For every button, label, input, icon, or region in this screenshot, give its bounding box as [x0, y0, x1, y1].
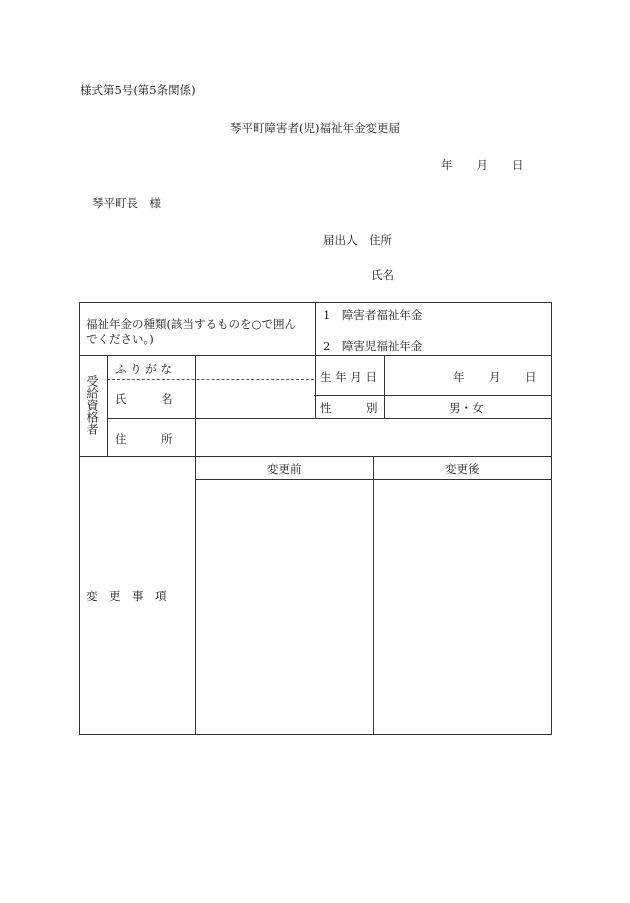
after-change-label: 変更後	[445, 462, 480, 476]
column-divider	[195, 456, 196, 735]
change-form-table	[79, 302, 552, 735]
birth-day: 日	[525, 370, 537, 384]
column-divider	[107, 355, 108, 456]
option-disabled-child-pension: 2 障害児福祉年金	[323, 339, 423, 353]
option-disabled-adult-pension: 1 障害者福祉年金	[323, 308, 423, 322]
date-year: 年	[441, 158, 453, 172]
gender-value: 男・女	[449, 401, 484, 415]
name-label: 氏 名	[115, 392, 173, 406]
column-divider	[373, 456, 374, 735]
row-divider	[314, 395, 551, 396]
column-divider	[315, 303, 316, 418]
recipient-label: 受給資格者	[85, 375, 99, 435]
before-change-label: 変更前	[267, 462, 302, 476]
change-items-label: 変 更 事 項	[86, 589, 167, 603]
notifier-name-label: 氏名	[371, 268, 394, 282]
document-title: 琴平町障害者(児)福祉年金変更届	[230, 121, 400, 135]
addressee: 琴平町長 様	[92, 196, 161, 210]
pension-type-label-cont: でください。)	[86, 332, 154, 346]
submission-date	[441, 157, 524, 173]
birth-month: 月	[489, 370, 501, 384]
birth-year: 年	[453, 370, 465, 384]
column-divider	[195, 355, 196, 418]
row-divider	[80, 456, 551, 457]
gender-label: 性 別	[320, 401, 378, 415]
form-number: 様式第5号(第5条関係)	[80, 83, 196, 97]
date-day: 日	[512, 158, 524, 172]
address-label: 住 所	[115, 432, 173, 446]
birthdate-label: 生 年 月 日	[320, 370, 377, 384]
notifier-address-label: 届出人 住所	[323, 233, 392, 247]
date-month: 月	[476, 158, 488, 172]
column-divider	[384, 355, 385, 418]
furigana-divider	[107, 379, 314, 380]
row-divider	[107, 418, 551, 419]
column-divider	[195, 418, 196, 456]
furigana-label: ふ り が な	[115, 362, 172, 376]
pension-type-label: 福祉年金の種類(該当するものを○で囲ん	[86, 317, 297, 331]
